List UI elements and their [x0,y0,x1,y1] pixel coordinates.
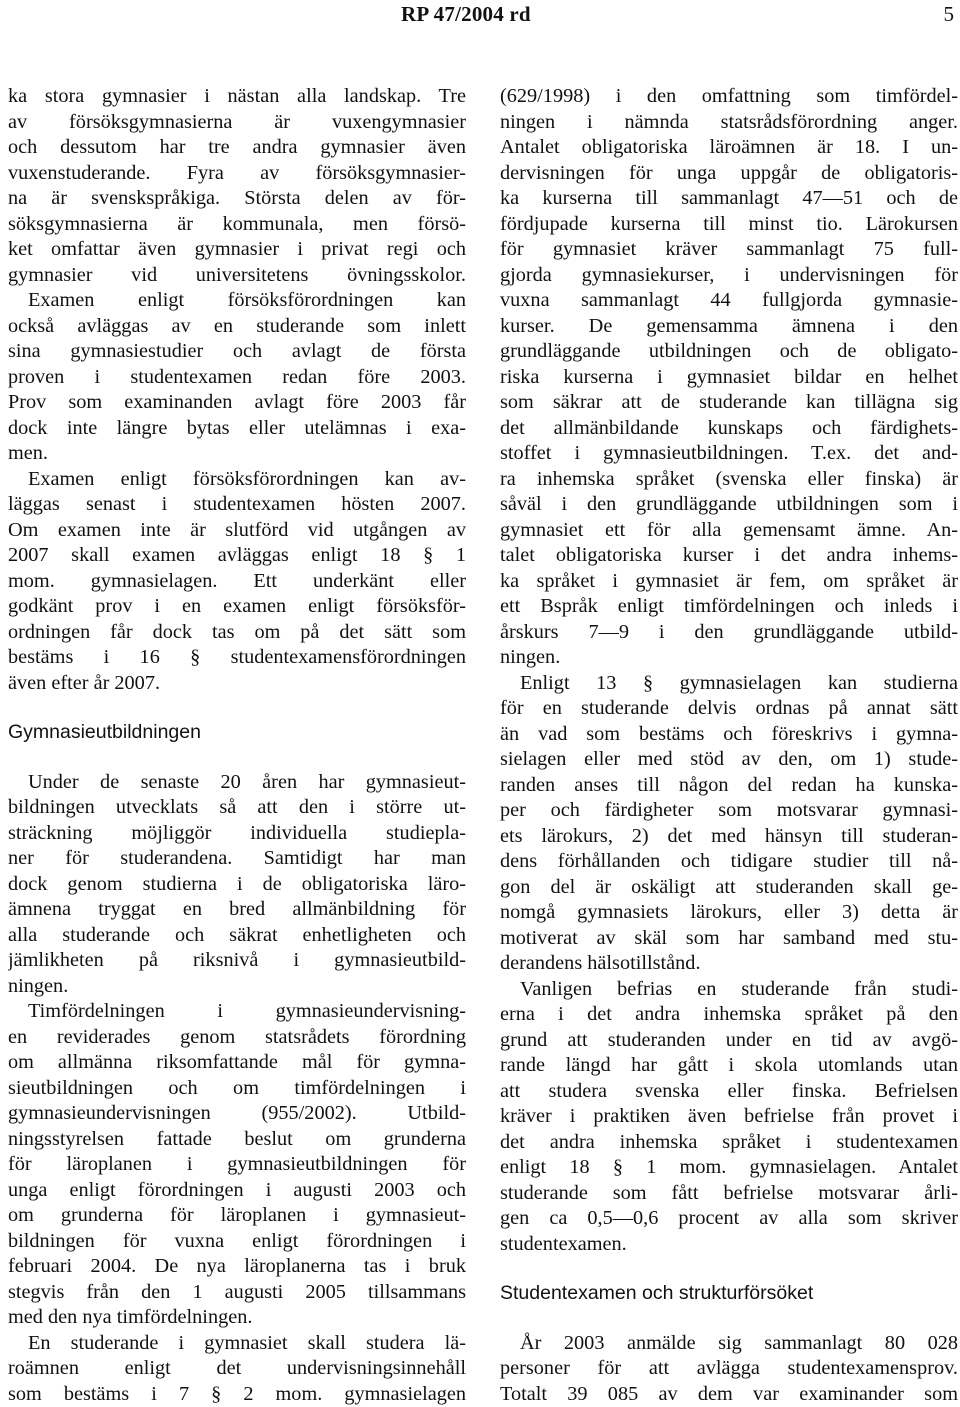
text-line: årskurs 7—9 i den grundläggande utbild- [500,620,958,646]
text-line: söksgymnasierna är kommunala, men försö- [8,212,466,238]
text-line: gon del är oskäligt att studeranden skall ge- [500,875,958,901]
text-line: En studerande i gymnasiet skall studera lä- [8,1331,466,1357]
text-line: vuxna sammanlagt 44 fullgjorda gymnasie- [500,288,958,314]
text-line: ket omfattar även gymnasier i privat regi och [8,237,466,263]
text-line: en reviderades genom statsrådets förordning [8,1025,466,1051]
text-line: Timfördelningen i gymnasieundervisning- [8,999,466,1025]
text-line: proven i studentexamen redan före 2003. [8,365,466,391]
text-line: om grunderna för läroplanen i gymnasieut- [8,1203,466,1229]
text-line: nomgå gymnasiets lärokurs, eller 3) detta är [500,900,958,926]
text-line: det andra inhemska språket i studentexamen [500,1130,958,1156]
text-line: grund att studeranden under en tid av avgö- [500,1028,958,1054]
text-line: jämlikheten på riksnivå i gymnasieutbild- [8,948,466,974]
paragraph-gap [8,746,466,770]
text-line: ningen i nämnda statsrådsförordning anger. [500,110,958,136]
text-line: med den nya timfördelningen. [8,1305,466,1331]
text-line: randen anses till någon del redan ha kunska- [500,773,958,799]
text-line: godkänt prov i en examen enligt försöksför- [8,594,466,620]
text-line: för läroplanen i gymnasieutbildningen för [8,1152,466,1178]
text-line: dock inte längre bytas eller utelämnas i exa- [8,416,466,442]
section-heading: Gymnasieutbildningen [8,720,466,746]
text-line: dervisningen för unga uppgår de obligatoris- [500,161,958,187]
text-line: gjorda gymnasiekurser, i undervisningen för [500,263,958,289]
text-line: sieutbildningen och om timfördelningen i [8,1076,466,1102]
text-line: ämnena tryggat en bred allmänbildning för [8,897,466,923]
document-id: RP 47/2004 rd [401,2,531,27]
text-line: Vanligen befrias en studerande från studi- [500,977,958,1003]
paragraph-gap [500,1307,958,1331]
text-line: talet obligatoriska kurser i det andra inhems- [500,543,958,569]
text-line: som bestäms i 7 § 2 mom. gymnasielagen [8,1382,466,1407]
text-line: vuxenstuderande. Fyra av försöksgymnasier- [8,161,466,187]
text-line: Prov som examinanden avlagt före 2003 får [8,390,466,416]
text-line: ets lärokurs, 2) det med hänsyn till studeran- [500,824,958,850]
text-line: ningen. [500,645,958,671]
text-line: Totalt 39 085 av dem var examinander som [500,1382,958,1407]
text-line: ka kurserna till sammanlagt 47—51 och de [500,186,958,212]
text-line: för en studerande delvis ordnas på annat sätt [500,696,958,722]
page-header [0,0,960,30]
text-line: Examen enligt försöksförordningen kan av- [8,467,466,493]
text-line: 2007 skall examen avläggas enligt 18 § 1 [8,543,466,569]
text-line: ett Bspråk enligt timfördelningen och inleds i [500,594,958,620]
text-line: riska kurserna i gymnasiet bildar en helhet [500,365,958,391]
text-line: dock genom studierna i de obligatoriska läro- [8,872,466,898]
text-line: ner för studerandena. Samtidigt har man [8,846,466,872]
text-line: såväl i den grundläggande utbildningen som i [500,492,958,518]
text-line: alla studerande och säkrat enhetligheten och [8,923,466,949]
text-line: sträckning möjliggör individuella studiepla- [8,821,466,847]
text-line: ordningen får dock tas om på det sätt som [8,620,466,646]
text-line: grundläggande utbildningen och de obligato- [500,339,958,365]
text-line: Enligt 13 § gymnasielagen kan studierna [500,671,958,697]
text-line: na är svenskspråkiga. Största delen av för- [8,186,466,212]
text-line: men. [8,441,466,467]
text-line: ka språket i gymnasiet är fem, om språket är [500,569,958,595]
text-line: fördjupade kurserna till minst tio. Lärokursen [500,212,958,238]
text-line: unga enligt förordningen i augusti 2003 och [8,1178,466,1204]
text-line: det allmänbildande kunskaps och färdighets- [500,416,958,442]
section-heading: Studentexamen och strukturförsöket [500,1281,958,1307]
text-line: av försöksgymnasierna är vuxengymnasier [8,110,466,136]
text-line: att studera svenska eller finska. Befrielsen [500,1079,958,1105]
text-line: om allmänna riksomfattande mål för gymna- [8,1050,466,1076]
text-line: ningsstyrelsen fattade beslut om grunderna [8,1127,466,1153]
text-line: Examen enligt försöksförordningen kan [8,288,466,314]
text-line: studerande som fått befrielse motsvarar årli- [500,1181,958,1207]
text-line: kurser. De gemensamma ämnena i den [500,314,958,340]
text-line: bildningen för vuxna enligt förordningen i [8,1229,466,1255]
text-line: studentexamen. [500,1232,958,1258]
left-text-column [8,84,466,1407]
text-line: ningen. [8,974,466,1000]
text-line: gen ca 0,5—0,6 procent av alla som skriver [500,1206,958,1232]
paragraph-gap [500,1257,958,1281]
text-line: och dessutom har tre andra gymnasier även [8,135,466,161]
text-line: kräver i praktiken även befrielse från provet i [500,1104,958,1130]
text-line: gymnasiet ett för alla gemensamt ämne. An- [500,518,958,544]
text-line: rande längd har gått i skola utomlands utan [500,1053,958,1079]
text-line: bildningen utvecklats så att den i större ut- [8,795,466,821]
text-line: stoffet i gymnasieutbildningen. T.ex. det and- [500,441,958,467]
text-line: även efter år 2007. [8,671,466,697]
text-line: stegvis från den 1 augusti 2005 tillsammans [8,1280,466,1306]
text-line: Antalet obligatoriska läroämnen är 18. I un- [500,135,958,161]
text-line: gymnasieundervisningen (955/2002). Utbild- [8,1101,466,1127]
text-line: roämnen enligt det undervisningsinnehåll [8,1356,466,1382]
text-line: enligt 18 § 1 mom. gymnasielagen. Antalet [500,1155,958,1181]
text-line: erna i det andra inhemska språket på den [500,1002,958,1028]
text-line: gymnasier vid universitetens övningsskolor. [8,263,466,289]
text-line: februari 2004. De nya läroplanerna tas i bruk [8,1254,466,1280]
page-number: 5 [944,2,955,27]
text-line: År 2003 anmälde sig sammanlagt 80 028 [500,1331,958,1357]
text-line: också avläggas av en studerande som inlett [8,314,466,340]
text-line: ra inhemska språket (svenska eller finska) är [500,467,958,493]
text-line: som säkrar att de studerande kan tillägna sig [500,390,958,416]
text-line: för gymnasiet kräver sammanlagt 75 full- [500,237,958,263]
text-line: personer för att avlägga studentexamensprov. [500,1356,958,1382]
text-line: dens förhållanden och tidigare studier till nå- [500,849,958,875]
text-line: (629/1998) i den omfattning som timfördel- [500,84,958,110]
text-line: mom. gymnasielagen. Ett underkänt eller [8,569,466,595]
text-line: ka stora gymnasier i nästan alla landskap. Tre [8,84,466,110]
text-line: läggas senast i studentexamen hösten 2007. [8,492,466,518]
text-line: bestäms i 16 § studentexamensförordningen [8,645,466,671]
right-text-column [500,84,958,1407]
text-line: sielagen eller med stöd av den, om 1) stude- [500,747,958,773]
text-line: motiverat av skäl som har samband med stu- [500,926,958,952]
text-line: Under de senaste 20 åren har gymnasieut- [8,770,466,796]
text-line: än vad som bestäms och föreskrivs i gymna- [500,722,958,748]
text-line: per och färdigheter som motsvarar gymnasi- [500,798,958,824]
text-line: Om examen inte är slutförd vid utgången av [8,518,466,544]
text-line: sina gymnasiestudier och avlagt de första [8,339,466,365]
text-line: derandens hälsotillstånd. [500,951,958,977]
paragraph-gap [8,696,466,720]
